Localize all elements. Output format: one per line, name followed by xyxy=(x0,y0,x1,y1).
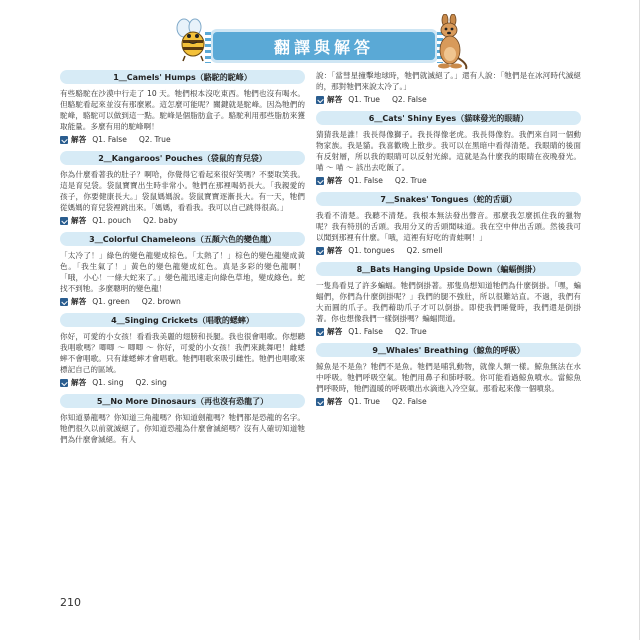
section-snakes xyxy=(316,192,581,256)
section-chameleons xyxy=(60,232,305,307)
answer-row xyxy=(60,215,305,226)
answer-q2: Q2. brown xyxy=(141,297,181,306)
answer-label: 解答 xyxy=(327,397,343,406)
kangaroo-illustration-icon xyxy=(430,14,470,70)
translation-text: 你好，可愛的小女孩！看看我美麗的翅膀和長腿。我也很會唱歌。你想聽我唱歌嗎？唧唧 ～ 唧唧 ～ 你好，可愛的小女孩！我們來跳舞吧！雌蟋蟀不會唱歌。只有雄蟋蟀才會唱歌。牠們唱歌來吸引雌性。牠們也唱歌來標記自己的區域。 xyxy=(60,332,305,374)
checkmark-icon xyxy=(316,96,324,104)
answer-q1: Q1. True xyxy=(348,95,380,104)
answer-label: 解答 xyxy=(71,378,87,387)
answer-q2: Q2. False xyxy=(391,95,427,104)
answer-q2: Q2. True xyxy=(394,176,427,185)
answer-row xyxy=(316,94,581,105)
section-heading: 8＿Bats Hanging Upside Down（蝙蝠倒掛） xyxy=(316,262,581,276)
translation-text: 我看不清楚。我聽不清楚。我根本無法發出聲音。那麼我怎麼抓住我的獵物呢？我有特別的舌頭。我用分叉的舌頭聞味道。我在空中伸出舌頭。然後我可以聞到那裡有什麼。「哦，這裡有好吃的青蛙啊！」 xyxy=(316,211,581,242)
checkmark-icon xyxy=(60,298,68,306)
translation-text: 有些駱駝在沙漠中行走了 10 天。牠們根本沒吃東西。牠們也沒有喝水。但駱駝看起來並沒有那麼累。這怎麼可能呢？關鍵就是駝峰。因為牠們的駝峰，駱駝可以做到這一點。駝峰是個脂肪盒子。駱駝利用那些脂肪來獲取能量。多麼有用的駝峰啊！ xyxy=(60,89,305,131)
answer-row xyxy=(316,245,581,256)
answer-row xyxy=(316,396,581,407)
answer-label: 解答 xyxy=(327,327,343,336)
page-header xyxy=(0,18,640,68)
answer-q1: Q1. False xyxy=(348,176,383,185)
checkmark-icon xyxy=(316,247,324,255)
answer-q1: Q1. True xyxy=(348,397,380,406)
answer-label: 解答 xyxy=(327,95,343,104)
translation-text: 鯨魚是不是魚？牠們不是魚。牠們是哺乳動物，就像人類一樣。鯨魚無法在水中呼吸。牠們呼吸空氣。牠們用鼻子和肺呼吸。你可能看過鯨魚噴水。當鯨魚們呼吸時，牠們溫暖的呼吸噴出水滴進入冷空氣。那看起來像一個噴泉。 xyxy=(316,362,581,393)
answer-row xyxy=(316,175,581,186)
page-title: 翻譯與解答 xyxy=(213,32,435,60)
answer-q2: Q2. True xyxy=(394,327,427,336)
checkmark-icon xyxy=(60,379,68,387)
checkmark-icon xyxy=(316,398,324,406)
section-heading: 7＿Snakes' Tongues（蛇的舌頭） xyxy=(316,192,581,206)
translation-text: 一隻鳥看見了許多蝙蝠。牠們倒掛著。那隻鳥想知道牠們為什麼倒掛。「嘿，蝙蝠們，你們為什麼倒掛呢？」我們的腿不強壯，所以很難站直。不過，我們有大而圓的爪子。我們藉助爪子才可以倒掛。即使我們睡覺時，我們還是倒掛著。你也想像我們一樣倒掛嗎？蝙蝠問道。 xyxy=(316,281,581,323)
translation-text: 你為什麼看著我的肚子？啊哈，你覺得它看起來很好笑嗎？不要取笑我。這是育兒袋。袋鼠寶寶出生時非常小。牠們在那裡喝奶長大。「我親愛的孩子，你要健康長大。」袋鼠媽媽說。袋鼠寶寶逐漸長大。有一天，牠們從媽媽的育兒袋裡跳出來。「媽媽，看看我。我可以自己跳得很高。」 xyxy=(60,170,305,212)
section-kangaroos xyxy=(60,151,305,226)
section-heading: 3＿Colorful Chameleons（五顏六色的變色龍） xyxy=(60,232,305,246)
translation-text: 「太冷了！」綠色的變色龍變成棕色。「太熱了！」棕色的變色龍變成黃色。「我生氣了！」黃色的變色龍變成紅色。真是多彩的變色龍啊！「哦，小心！一條大蛇來了。」變色龍迅速走向綠色草地，變成綠色。蛇找不到牠。多麼聰明的變色龍！ xyxy=(60,251,305,293)
answer-q1: Q1. pouch xyxy=(92,216,132,225)
section-heading: 4＿Singing Crickets（唱歌的蟋蟀） xyxy=(60,313,305,327)
section-crickets xyxy=(60,313,305,388)
section-heading: 1＿Camels' Humps（駱駝的駝峰） xyxy=(60,70,305,84)
section-heading: 9＿Whales' Breathing（鯨魚的呼吸） xyxy=(316,343,581,357)
section-bats xyxy=(316,262,581,337)
checkmark-icon xyxy=(316,177,324,185)
page-number: 210 xyxy=(60,596,81,609)
checkmark-icon xyxy=(60,136,68,144)
left-column xyxy=(60,70,305,445)
section-cats xyxy=(316,111,581,186)
answer-label: 解答 xyxy=(327,176,343,185)
answer-q2: Q2. True xyxy=(138,135,171,144)
answer-q2: Q2. baby xyxy=(143,216,178,225)
section-camels xyxy=(60,70,305,145)
translation-text: 猜猜我是誰！我長得像獅子。我長得像老虎。我長得像豹。我們來自同一個動物家族。我是貓。我喜歡晚上散步。我可以在黑暗中看得清楚。我眼睛的後面有反射層，所以我的眼睛可以反射光線。這就是為什麼我的眼睛在夜晚發光。喵 ～ 喵 ～ 該出去吃飯了。 xyxy=(316,130,581,172)
answer-row xyxy=(60,377,305,388)
answer-row xyxy=(316,326,581,337)
answer-q1: Q1. tongues xyxy=(348,246,395,255)
section-heading: 6＿Cats' Shiny Eyes（貓咪發光的眼睛） xyxy=(316,111,581,125)
section-heading: 2＿Kangaroos' Pouches（袋鼠的育兒袋） xyxy=(60,151,305,165)
section-dinosaurs-continued xyxy=(316,70,581,105)
answer-q2: Q2. False xyxy=(391,397,427,406)
answer-label: 解答 xyxy=(71,216,87,225)
answer-q2: Q2. sing xyxy=(135,378,167,387)
answer-row xyxy=(60,296,305,307)
answer-q1: Q1. False xyxy=(348,327,383,336)
answer-q2: Q2. smell xyxy=(406,246,443,255)
translation-text: 說：「當彗星撞擊地球時，牠們就滅絕了。」還有人說：「牠們是在冰河時代滅絕的，那對牠們來說太冷了。」 xyxy=(316,71,581,91)
section-heading: 5＿No More Dinosaurs（再也沒有恐龍了） xyxy=(60,394,305,408)
answer-q1: Q1. green xyxy=(92,297,130,306)
answer-label: 解答 xyxy=(327,246,343,255)
answer-row xyxy=(60,134,305,145)
answer-label: 解答 xyxy=(71,135,87,144)
checkmark-icon xyxy=(60,217,68,225)
answer-q1: Q1. sing xyxy=(92,378,124,387)
answer-q1: Q1. False xyxy=(92,135,127,144)
checkmark-icon xyxy=(316,328,324,336)
section-dinosaurs xyxy=(60,394,305,445)
right-column xyxy=(316,70,581,413)
translation-text: 你知道暴龍嗎？你知道三角龍嗎？你知道劍龍嗎？牠們都是恐龍的名字。牠們很久以前就滅絕了。你知道恐龍為什麼會滅絕嗎？沒有人確切知道牠們為什麼會滅絕。有人 xyxy=(60,413,305,444)
section-whales xyxy=(316,343,581,407)
answer-label: 解答 xyxy=(71,297,87,306)
